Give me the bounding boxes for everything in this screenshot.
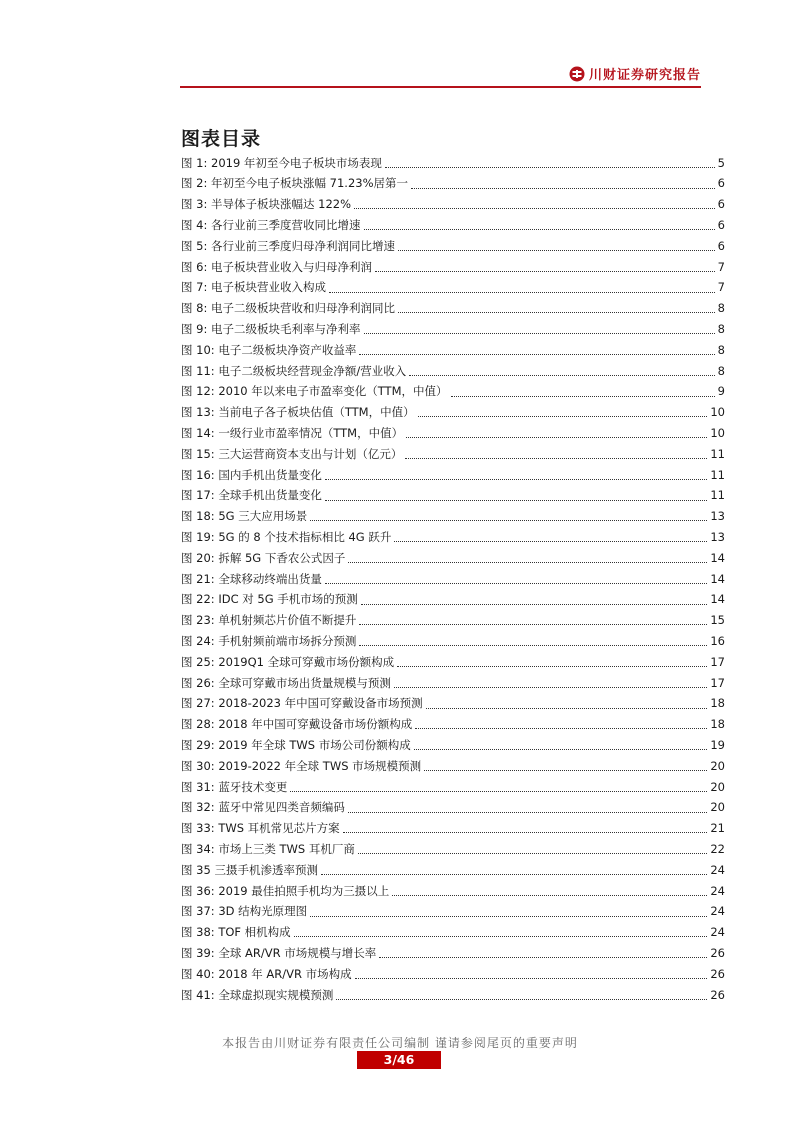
toc-entry-label: 图 12: 2010 年以来电子市盈率变化（TTM，中值）: [181, 384, 448, 399]
toc-entry-label: 图 20: 拆解 5G 下香农公式因子: [181, 550, 346, 565]
toc-dot-leader: [310, 916, 707, 917]
toc-entry-page: 8: [717, 342, 725, 357]
toc-entry[interactable]: [181, 444, 725, 465]
toc-entry-page: 24: [710, 925, 725, 940]
toc-entry-label: 图 5: 各行业前三季度归母净利润同比增速: [181, 238, 396, 253]
toc-entry-page: 8: [717, 301, 725, 316]
toc-entry-label: 图 28: 2018 年中国可穿戴设备市场份额构成: [181, 717, 413, 732]
toc-dot-leader: [361, 604, 708, 605]
toc-dot-leader: [394, 541, 707, 542]
toc-entry[interactable]: [181, 985, 725, 1006]
toc-entry[interactable]: [181, 611, 725, 632]
toc-entry[interactable]: [181, 777, 725, 798]
toc-entry-page: 14: [710, 571, 725, 586]
toc-entry[interactable]: [181, 278, 725, 299]
toc-entry-label: 图 8: 电子二级板块营收和归母净利润同比: [181, 301, 396, 316]
toc-entry-page: 9: [717, 384, 725, 399]
toc-dot-leader: [294, 936, 708, 937]
toc-dot-leader: [411, 188, 715, 189]
table-of-figures: [181, 153, 725, 1006]
toc-entry[interactable]: [181, 527, 725, 548]
toc-entry-page: 6: [717, 218, 725, 233]
header-divider: [180, 86, 701, 88]
toc-entry-label: 图 25: 2019Q1 全球可穿戴市场份额构成: [181, 654, 395, 669]
page-number-badge: 3/46: [357, 1051, 441, 1069]
toc-dot-leader: [424, 770, 707, 771]
toc-entry[interactable]: [181, 673, 725, 694]
toc-entry[interactable]: [181, 860, 725, 881]
toc-entry-label: 图 41: 全球虚拟现实规模预测: [181, 987, 334, 1002]
toc-entry[interactable]: [181, 964, 725, 985]
toc-entry-page: 8: [717, 322, 725, 337]
toc-dot-leader: [359, 645, 707, 646]
toc-entry[interactable]: [181, 174, 725, 195]
toc-entry-label: 图 6: 电子板块营业收入与归母净利润: [181, 259, 373, 274]
toc-entry-page: 10: [710, 405, 725, 420]
toc-dot-leader: [290, 791, 707, 792]
toc-entry[interactable]: [181, 215, 725, 236]
toc-entry-page: 20: [710, 758, 725, 773]
toc-entry-label: 图 38: TOF 相机构成: [181, 925, 291, 940]
toc-entry-page: 19: [710, 737, 725, 752]
toc-entry-page: 21: [710, 821, 725, 836]
toc-dot-leader: [321, 874, 707, 875]
toc-entry-label: 图 21: 全球移动终端出货量: [181, 571, 322, 586]
brand: [569, 64, 701, 83]
toc-entry-page: 6: [717, 176, 725, 191]
toc-dot-leader: [451, 396, 715, 397]
toc-dot-leader: [385, 167, 715, 168]
toc-entry-page: 14: [710, 592, 725, 607]
page-header: [180, 58, 701, 88]
toc-dot-leader: [359, 354, 714, 355]
toc-entry-label: 图 2: 年初至今电子板块涨幅 71.23%居第一: [181, 176, 409, 191]
toc-entry-label: 图 4: 各行业前三季度营收同比增速: [181, 218, 361, 233]
footer-notice: 本报告由川财证券有限责任公司编制 谨请参阅尾页的重要声明: [222, 1036, 578, 1050]
toc-entry[interactable]: [181, 423, 725, 444]
toc-entry[interactable]: [181, 153, 725, 174]
toc-entry-page: 11: [710, 446, 725, 461]
toc-entry-label: 图 15: 三大运营商资本支出与计划（亿元）: [181, 446, 403, 461]
toc-entry-page: 20: [710, 800, 725, 815]
toc-dot-leader: [325, 500, 708, 501]
toc-entry-page: 24: [710, 862, 725, 877]
toc-entry-page: 15: [710, 613, 725, 628]
toc-dot-leader: [355, 978, 708, 979]
toc-entry-page: 10: [710, 426, 725, 440]
toc-entry-label: 图 7: 电子板块营业收入构成: [181, 280, 327, 295]
toc-entry[interactable]: [181, 236, 725, 257]
toc-entry-page: 5: [717, 155, 725, 170]
toc-dot-leader: [418, 416, 708, 417]
toc-dot-leader: [329, 292, 715, 293]
toc-entry[interactable]: [181, 465, 725, 486]
toc-entry-page: 7: [717, 259, 725, 274]
toc-dot-leader: [397, 666, 707, 667]
toc-entry-page: 26: [710, 966, 725, 981]
toc-entry-label: 图 39: 全球 AR/VR 市场规模与增长率: [181, 945, 377, 960]
toc-entry-label: 图 27: 2018-2023 年中国可穿戴设备市场预测: [181, 696, 423, 711]
toc-entry-page: 22: [710, 841, 725, 856]
toc-entry-page: 7: [717, 280, 725, 295]
toc-dot-leader: [398, 250, 715, 251]
toc-entry-label: 图 35 三摄手机渗透率预测: [181, 862, 318, 877]
toc-dot-leader: [426, 708, 708, 709]
toc-entry-page: 6: [717, 238, 725, 253]
toc-entry[interactable]: [181, 631, 725, 652]
toc-entry-page: 8: [717, 363, 725, 378]
toc-entry-page: 17: [710, 675, 725, 690]
toc-entry-label: 图 40: 2018 年 AR/VR 市场构成: [181, 966, 352, 981]
toc-entry[interactable]: [181, 507, 725, 528]
toc-entry-label: 图 22: IDC 对 5G 手机市场的预测: [181, 592, 358, 607]
toc-entry-page: 6: [717, 197, 725, 212]
toc-dot-leader: [398, 312, 715, 313]
toc-entry-label: 图 17: 全球手机出货量变化: [181, 488, 322, 503]
toc-dot-leader: [348, 812, 708, 813]
toc-entry-page: 14: [710, 550, 725, 565]
toc-dot-leader: [325, 583, 708, 584]
toc-entry-label: 图 3: 半导体子板块涨幅达 122%: [181, 197, 352, 212]
toc-dot-leader: [343, 832, 708, 833]
toc-entry[interactable]: [181, 819, 725, 840]
toc-entry-page: 24: [710, 883, 725, 898]
toc-entry-page: 26: [710, 945, 725, 960]
toc-entry-label: 图 31: 蓝牙技术变更: [181, 779, 288, 794]
toc-entry[interactable]: [181, 361, 725, 382]
toc-dot-leader: [354, 208, 715, 209]
toc-dot-leader: [406, 437, 707, 438]
toc-dot-leader: [415, 728, 707, 729]
toc-entry[interactable]: [181, 652, 725, 673]
toc-entry-label: 图 14: 一级行业市盈率情况（TTM，中值）: [181, 426, 404, 440]
toc-dot-leader: [336, 999, 707, 1000]
toc-entry-label: 图 1: 2019 年初至今电子板块市场表现: [181, 155, 382, 170]
toc-entry-page: 16: [710, 633, 725, 648]
toc-entry-label: 图 26: 全球可穿戴市场出货量规模与预测: [181, 675, 391, 690]
toc-entry-page: 17: [710, 654, 725, 669]
page-title: 图表目录: [181, 128, 262, 150]
toc-entry[interactable]: [181, 715, 725, 736]
toc-entry[interactable]: [181, 195, 725, 216]
toc-entry[interactable]: [181, 319, 725, 340]
toc-dot-leader: [375, 271, 715, 272]
toc-entry-page: 18: [710, 717, 725, 732]
toc-entry[interactable]: [181, 694, 725, 715]
toc-entry-label: 图 23: 单机射频芯片价值不断提升: [181, 613, 357, 628]
toc-entry[interactable]: [181, 340, 725, 361]
toc-entry-label: 图 29: 2019 年全球 TWS 市场公司份额构成: [181, 737, 411, 752]
toc-dot-leader: [348, 562, 707, 563]
toc-entry-label: 图 30: 2019-2022 年全球 TWS 市场规模预测: [181, 758, 422, 773]
toc-dot-leader: [359, 624, 707, 625]
brand-name: 川财证券研究报告: [588, 68, 701, 83]
toc-entry-label: 图 32: 蓝牙中常见四类音频编码: [181, 800, 345, 815]
toc-entry-label: 图 10: 电子二级板块净资产收益率: [181, 342, 357, 357]
toc-entry-page: 11: [710, 467, 725, 482]
toc-entry-label: 图 33: TWS 耳机常见芯片方案: [181, 821, 340, 836]
toc-entry-label: 图 19: 5G 的 8 个技术指标相比 4G 跃升: [181, 529, 392, 544]
toc-entry[interactable]: [181, 403, 725, 424]
toc-entry[interactable]: [181, 299, 725, 320]
toc-entry[interactable]: [181, 486, 725, 507]
toc-entry-label: 图 11: 电子二级板块经营现金净额/营业收入: [181, 363, 407, 378]
toc-dot-leader: [358, 853, 708, 854]
toc-dot-leader: [405, 458, 707, 459]
toc-entry-page: 13: [710, 529, 725, 544]
toc-dot-leader: [364, 229, 715, 230]
toc-entry[interactable]: [181, 548, 725, 569]
toc-entry-label: 图 37: 3D 结构光原理图: [181, 904, 308, 919]
toc-dot-leader: [414, 749, 708, 750]
toc-entry[interactable]: [181, 257, 725, 278]
toc-entry[interactable]: [181, 943, 725, 964]
toc-dot-leader: [364, 333, 715, 334]
toc-entry-page: 13: [710, 509, 725, 524]
toc-entry-label: 图 13: 当前电子各子板块估值（TTM，中值）: [181, 405, 415, 420]
toc-entry[interactable]: [181, 756, 725, 777]
toc-entry-page: 26: [710, 987, 725, 1002]
toc-entry[interactable]: [181, 735, 725, 756]
toc-entry[interactable]: [181, 590, 725, 611]
toc-entry[interactable]: [181, 902, 725, 923]
toc-entry[interactable]: [181, 569, 725, 590]
toc-entry-label: 图 34: 市场上三类 TWS 耳机厂商: [181, 841, 355, 856]
toc-entry[interactable]: [181, 922, 725, 943]
toc-entry-page: 11: [710, 488, 725, 503]
toc-entry-label: 图 9: 电子二级板块毛利率与净利率: [181, 322, 361, 337]
toc-entry-label: 图 36: 2019 最佳拍照手机均为三摄以上: [181, 883, 390, 898]
toc-dot-leader: [379, 957, 707, 958]
toc-entry[interactable]: [181, 798, 725, 819]
toc-entry[interactable]: [181, 881, 725, 902]
toc-entry[interactable]: [181, 839, 725, 860]
toc-entry[interactable]: [181, 382, 725, 403]
toc-entry-label: 图 18: 5G 三大应用场景: [181, 509, 308, 524]
toc-entry-label: 图 16: 国内手机出货量变化: [181, 467, 322, 482]
toc-entry-label: 图 24: 手机射频前端市场拆分预测: [181, 633, 357, 648]
toc-dot-leader: [325, 479, 708, 480]
toc-entry-page: 20: [710, 779, 725, 794]
company-logo-icon: [569, 66, 585, 82]
toc-entry-page: 18: [710, 696, 725, 711]
toc-dot-leader: [392, 895, 707, 896]
toc-dot-leader: [310, 520, 707, 521]
toc-dot-leader: [394, 687, 708, 688]
toc-entry-page: 24: [710, 904, 725, 919]
toc-dot-leader: [409, 375, 714, 376]
